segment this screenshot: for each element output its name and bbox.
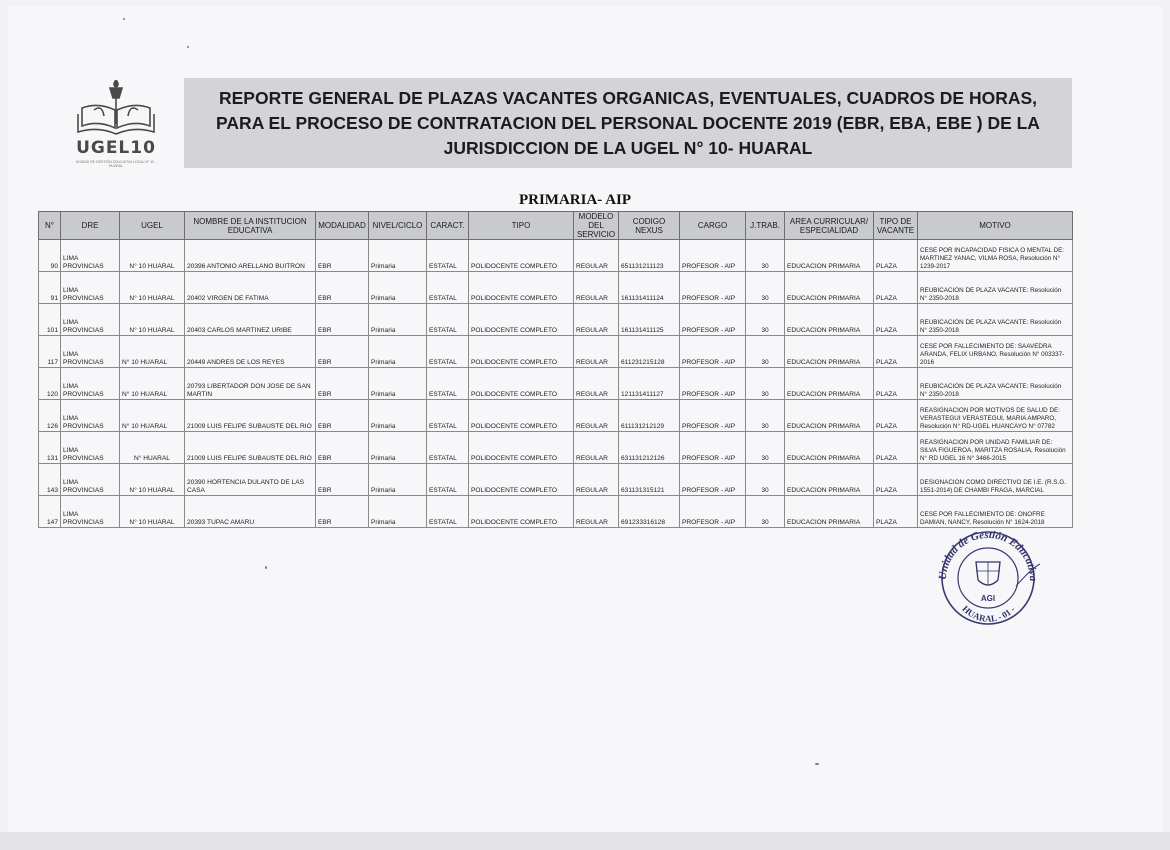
cell-dre: LIMA PROVINCIAS bbox=[61, 304, 120, 336]
cell-caract: ESTATAL bbox=[427, 432, 469, 464]
cell-vacante: PLAZA bbox=[874, 368, 918, 400]
cell-codigo: 161131411124 bbox=[619, 272, 680, 304]
table-row bbox=[39, 464, 1073, 496]
report-title: REPORTE GENERAL DE PLAZAS VACANTES ORGANICAS, EVENTUALES, CUADROS DE HORAS, PARA EL PROCESO DE CONTRATACION DEL PERSONAL DOCENTE 2019 (EBR, EBA, EBE ) DE LA JURISDICCION DE LA UGEL N° 10- HUARAL bbox=[216, 87, 1040, 158]
cell-codigo: 611131212129 bbox=[619, 400, 680, 432]
scan-speck bbox=[187, 46, 189, 48]
cell-motivo: REASIGNACION POR MOTIVOS DE SALUD DE: VERASTEGUI VERASTEGUI, MARIA AMPARO, Resolución N° RD-UGEL HUANCAYO N° 07782 bbox=[918, 400, 1073, 432]
col-header-ugel: UGEL bbox=[120, 212, 185, 240]
cell-ugel: N° 10 HUARAL bbox=[120, 240, 185, 272]
ugel-logo bbox=[74, 80, 158, 172]
logo-tagline: UNIDAD DE GESTIÓN EDUCATIVA LOCAL N° 10 - HUARAL bbox=[75, 160, 157, 168]
col-header-motivo: MOTIVO bbox=[918, 212, 1073, 240]
cell-numero: 90 bbox=[39, 240, 61, 272]
col-header-modelo: MODELO DEL SERVICIO bbox=[574, 212, 619, 240]
cell-jtrab: 30 bbox=[746, 272, 785, 304]
col-header-nivel: NIVEL/CICLO bbox=[369, 212, 427, 240]
table-row bbox=[39, 336, 1073, 368]
cell-area: EDUCACION PRIMARIA bbox=[785, 240, 874, 272]
cell-modalidad: EBR bbox=[316, 336, 369, 368]
cell-caract: ESTATAL bbox=[427, 304, 469, 336]
cell-codigo: 161131411125 bbox=[619, 304, 680, 336]
table-row bbox=[39, 240, 1073, 272]
cell-numero: 120 bbox=[39, 368, 61, 400]
col-header-area: AREA CURRICULAR/ ESPECIALIDAD bbox=[785, 212, 874, 240]
cell-cargo: PROFESOR - AIP bbox=[680, 304, 746, 336]
cell-dre: LIMA PROVINCIAS bbox=[61, 272, 120, 304]
cell-nivel: Primaria bbox=[369, 272, 427, 304]
cell-dre: LIMA PROVINCIAS bbox=[61, 496, 120, 528]
cell-tipo: POLIDOCENTE COMPLETO bbox=[469, 432, 574, 464]
scan-speck bbox=[815, 763, 819, 765]
cell-area: EDUCACION PRIMARIA bbox=[785, 464, 874, 496]
col-header-jtrab: J.TRAB. bbox=[746, 212, 785, 240]
cell-vacante: PLAZA bbox=[874, 304, 918, 336]
table-row bbox=[39, 496, 1073, 528]
col-header-cargo: CARGO bbox=[680, 212, 746, 240]
cell-cargo: PROFESOR - AIP bbox=[680, 464, 746, 496]
cell-numero: 131 bbox=[39, 432, 61, 464]
cell-cargo: PROFESOR - AIP bbox=[680, 432, 746, 464]
cell-vacante: PLAZA bbox=[874, 336, 918, 368]
cell-numero: 126 bbox=[39, 400, 61, 432]
cell-institucion: 20396 ANTONIO ARELLANO BUITRON bbox=[185, 240, 316, 272]
cell-motivo: REASIGNACION POR UNIDAD FAMILIAR DE: SILVA FIGUEROA, MARITZA ROSALIA, Resolución N° RD UGEL 16 N° 3466-2015 bbox=[918, 432, 1073, 464]
cell-motivo: CESE POR INCAPACIDAD FISICA O MENTAL DE: MARTINEZ YANAC, VILMA ROSA, Resolución N° 1239-2017 bbox=[918, 240, 1073, 272]
book-torch-icon bbox=[74, 80, 158, 140]
cell-cargo: PROFESOR - AIP bbox=[680, 496, 746, 528]
seal-stamp-icon bbox=[932, 528, 1044, 628]
cell-caract: ESTATAL bbox=[427, 368, 469, 400]
report-title-band bbox=[184, 78, 1072, 168]
cell-vacante: PLAZA bbox=[874, 240, 918, 272]
cell-motivo: REUBICACION DE PLAZA VACANTE: Resolución N° 2350-2018 bbox=[918, 272, 1073, 304]
scan-edge bbox=[0, 832, 1170, 850]
cell-caract: ESTATAL bbox=[427, 272, 469, 304]
cell-caract: ESTATAL bbox=[427, 400, 469, 432]
cell-nivel: Primaria bbox=[369, 464, 427, 496]
cell-motivo: REUBICACION DE PLAZA VACANTE: Resolución N° 2350-2018 bbox=[918, 304, 1073, 336]
cell-area: EDUCACION PRIMARIA bbox=[785, 368, 874, 400]
scan-speck bbox=[265, 566, 267, 569]
cell-motivo: CESE POR FALLECIMIENTO DE: SAAVEDRA ARANDA, FELIX URBANO, Resolución N° 003337-2016 bbox=[918, 336, 1073, 368]
cell-modalidad: EBR bbox=[316, 240, 369, 272]
cell-nivel: Primaria bbox=[369, 336, 427, 368]
cell-institucion: 20403 CARLOS MARTINEZ URIBE bbox=[185, 304, 316, 336]
cell-modalidad: EBR bbox=[316, 304, 369, 336]
cell-codigo: 651131211123 bbox=[619, 240, 680, 272]
section-subtitle: PRIMARIA- AIP bbox=[518, 192, 632, 208]
cell-numero: 91 bbox=[39, 272, 61, 304]
cell-vacante: PLAZA bbox=[874, 432, 918, 464]
seal-bottom-text: HUARAL - 01 - bbox=[960, 603, 1017, 624]
cell-dre: LIMA PROVINCIAS bbox=[61, 336, 120, 368]
cell-institucion: 20390 HORTENCIA DULANTO DE LAS CASA bbox=[185, 464, 316, 496]
cell-area: EDUCACION PRIMARIA bbox=[785, 432, 874, 464]
cell-area: EDUCACION PRIMARIA bbox=[785, 304, 874, 336]
cell-jtrab: 30 bbox=[746, 464, 785, 496]
cell-tipo: POLIDOCENTE COMPLETO bbox=[469, 240, 574, 272]
scan-speck bbox=[123, 18, 125, 20]
cell-codigo: 691233316128 bbox=[619, 496, 680, 528]
col-header-tipo: TIPO bbox=[469, 212, 574, 240]
cell-nivel: Primaria bbox=[369, 432, 427, 464]
cell-modelo: REGULAR bbox=[574, 240, 619, 272]
col-header-numero: N° bbox=[39, 212, 61, 240]
cell-jtrab: 30 bbox=[746, 432, 785, 464]
cell-jtrab: 30 bbox=[746, 336, 785, 368]
cell-modalidad: EBR bbox=[316, 464, 369, 496]
cell-ugel: N° 10 HUARAL bbox=[120, 400, 185, 432]
cell-codigo: 611231215128 bbox=[619, 336, 680, 368]
cell-cargo: PROFESOR - AIP bbox=[680, 368, 746, 400]
cell-modelo: REGULAR bbox=[574, 368, 619, 400]
cell-modalidad: EBR bbox=[316, 272, 369, 304]
cell-modelo: REGULAR bbox=[574, 336, 619, 368]
cell-nivel: Primaria bbox=[369, 400, 427, 432]
col-header-dre: DRE bbox=[61, 212, 120, 240]
cell-tipo: POLIDOCENTE COMPLETO bbox=[469, 368, 574, 400]
cell-ugel: N° HUARAL bbox=[120, 432, 185, 464]
cell-ugel: N° 10 HUARAL bbox=[120, 272, 185, 304]
cell-ugel: N° 10 HUARAL bbox=[120, 336, 185, 368]
cell-cargo: PROFESOR - AIP bbox=[680, 272, 746, 304]
table-row bbox=[39, 432, 1073, 464]
cell-tipo: POLIDOCENTE COMPLETO bbox=[469, 400, 574, 432]
cell-tipo: POLIDOCENTE COMPLETO bbox=[469, 464, 574, 496]
cell-ugel: N° 10 HUARAL bbox=[120, 464, 185, 496]
cell-tipo: POLIDOCENTE COMPLETO bbox=[469, 496, 574, 528]
col-header-institucion: NOMBRE DE LA INSTITUCION EDUCATIVA bbox=[185, 212, 316, 240]
col-header-vacante: TIPO DE VACANTE bbox=[874, 212, 918, 240]
cell-numero: 147 bbox=[39, 496, 61, 528]
cell-institucion: 20393 TUPAC AMARU bbox=[185, 496, 316, 528]
cell-modelo: REGULAR bbox=[574, 464, 619, 496]
cell-codigo: 631131212126 bbox=[619, 432, 680, 464]
cell-nivel: Primaria bbox=[369, 368, 427, 400]
cell-motivo: CESE POR FALLECIMIENTO DE: ONOFRE DAMIAN, NANCY, Resolución N° 1624-2018 bbox=[918, 496, 1073, 528]
cell-area: EDUCACION PRIMARIA bbox=[785, 336, 874, 368]
cell-codigo: 121131411127 bbox=[619, 368, 680, 400]
col-header-caract: CARACT. bbox=[427, 212, 469, 240]
cell-modelo: REGULAR bbox=[574, 304, 619, 336]
cell-tipo: POLIDOCENTE COMPLETO bbox=[469, 272, 574, 304]
table-row bbox=[39, 304, 1073, 336]
table-row bbox=[39, 272, 1073, 304]
cell-modalidad: EBR bbox=[316, 432, 369, 464]
cell-caract: ESTATAL bbox=[427, 464, 469, 496]
cell-motivo: REUBICACION DE PLAZA VACANTE: Resolución N° 2350-2018 bbox=[918, 368, 1073, 400]
cell-modelo: REGULAR bbox=[574, 272, 619, 304]
cell-nivel: Primaria bbox=[369, 304, 427, 336]
cell-caract: ESTATAL bbox=[427, 496, 469, 528]
cell-ugel: N° 10 HUARAL bbox=[120, 304, 185, 336]
col-header-codigo: CODIGO NEXUS bbox=[619, 212, 680, 240]
cell-numero: 143 bbox=[39, 464, 61, 496]
cell-dre: LIMA PROVINCIAS bbox=[61, 432, 120, 464]
cell-cargo: PROFESOR - AIP bbox=[680, 336, 746, 368]
cell-cargo: PROFESOR - AIP bbox=[680, 240, 746, 272]
cell-area: EDUCACION PRIMARIA bbox=[785, 272, 874, 304]
cell-caract: ESTATAL bbox=[427, 240, 469, 272]
cell-area: EDUCACION PRIMARIA bbox=[785, 400, 874, 432]
cell-numero: 101 bbox=[39, 304, 61, 336]
cell-vacante: PLAZA bbox=[874, 272, 918, 304]
cell-modalidad: EBR bbox=[316, 496, 369, 528]
cell-institucion: 21009 LUIS FELIPE SUBAUSTE DEL RIO bbox=[185, 432, 316, 464]
cell-nivel: Primaria bbox=[369, 240, 427, 272]
cell-modelo: REGULAR bbox=[574, 432, 619, 464]
cell-codigo: 631131315121 bbox=[619, 464, 680, 496]
cell-tipo: POLIDOCENTE COMPLETO bbox=[469, 304, 574, 336]
cell-jtrab: 30 bbox=[746, 304, 785, 336]
table-row bbox=[39, 400, 1073, 432]
cell-vacante: PLAZA bbox=[874, 400, 918, 432]
cell-dre: LIMA PROVINCIAS bbox=[61, 240, 120, 272]
cell-institucion: 20449 ANDRES DE LOS REYES bbox=[185, 336, 316, 368]
cell-dre: LIMA PROVINCIAS bbox=[61, 400, 120, 432]
vacancies-table bbox=[38, 211, 1073, 528]
cell-numero: 117 bbox=[39, 336, 61, 368]
cell-jtrab: 30 bbox=[746, 496, 785, 528]
cell-modalidad: EBR bbox=[316, 400, 369, 432]
cell-cargo: PROFESOR - AIP bbox=[680, 400, 746, 432]
cell-modelo: REGULAR bbox=[574, 400, 619, 432]
seal-ring-text: Unidad de Gestión Educativa bbox=[936, 528, 1040, 582]
col-header-modalidad: MODALIDAD bbox=[316, 212, 369, 240]
official-seal bbox=[932, 528, 1044, 628]
cell-dre: LIMA PROVINCIAS bbox=[61, 464, 120, 496]
svg-text:Unidad de Gestión Educativa Lo bbox=[932, 528, 1039, 582]
cell-institucion: 21009 LUIS FELIPE SUBAUSTE DEL RIO bbox=[185, 400, 316, 432]
cell-modalidad: EBR bbox=[316, 368, 369, 400]
table-row bbox=[39, 368, 1073, 400]
cell-institucion: 20793 LIBERTADOR DON JOSE DE SAN MARTIN bbox=[185, 368, 316, 400]
cell-ugel: N° 10 HUARAL bbox=[120, 368, 185, 400]
cell-vacante: PLAZA bbox=[874, 496, 918, 528]
cell-jtrab: 30 bbox=[746, 240, 785, 272]
cell-dre: LIMA PROVINCIAS bbox=[61, 368, 120, 400]
cell-jtrab: 30 bbox=[746, 368, 785, 400]
cell-area: EDUCACION PRIMARIA bbox=[785, 496, 874, 528]
cell-modelo: REGULAR bbox=[574, 496, 619, 528]
cell-ugel: N° 10 HUARAL bbox=[120, 496, 185, 528]
cell-motivo: DESIGNACION COMO DIRECTIVO DE I.E. (R.S.G. 1551-2014) DE CHAMBI FRAGA, MARCIAL bbox=[918, 464, 1073, 496]
cell-caract: ESTATAL bbox=[427, 336, 469, 368]
cell-institucion: 20402 VIRGEN DE FATIMA bbox=[185, 272, 316, 304]
cell-nivel: Primaria bbox=[369, 496, 427, 528]
logo-wordmark: UGEL10 bbox=[76, 138, 156, 158]
seal-center-text: AGI bbox=[980, 594, 996, 603]
table-header-row bbox=[39, 212, 1073, 240]
cell-tipo: POLIDOCENTE COMPLETO bbox=[469, 336, 574, 368]
cell-vacante: PLAZA bbox=[874, 464, 918, 496]
cell-jtrab: 30 bbox=[746, 400, 785, 432]
